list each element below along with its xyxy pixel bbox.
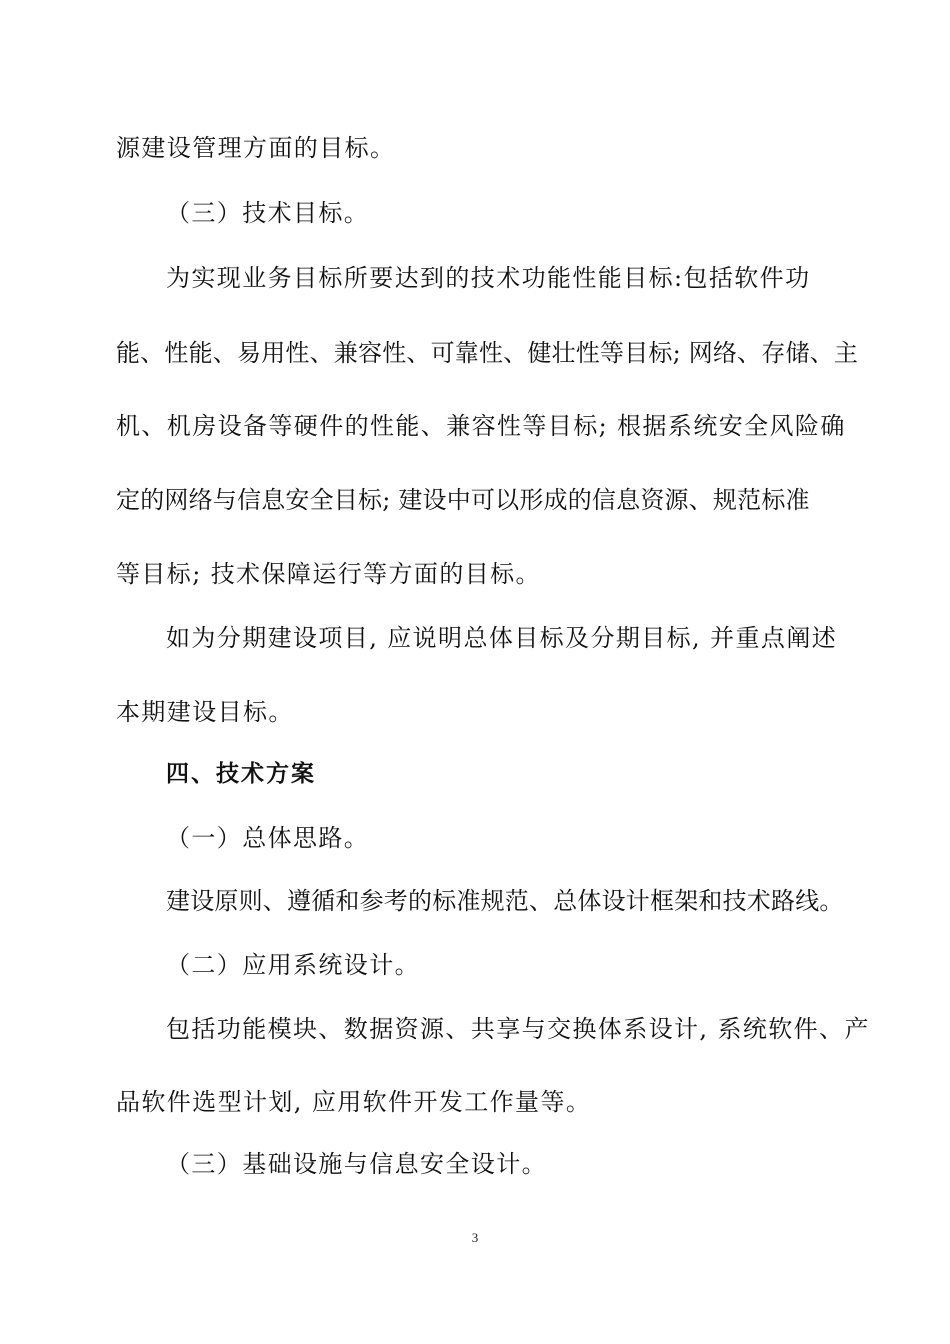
section-heading-tech-goals: （三）技术目标。: [166, 199, 370, 227]
paragraph-line: 建设原则、遵循和参考的标准规范、总体设计框架和技术路线。: [166, 887, 844, 915]
paragraph-line: 本期建设目标。: [116, 698, 294, 726]
paragraph-line: 包括功能模块、数据资源、共享与交换体系设计, 系统软件、产: [166, 1015, 870, 1043]
paragraph-line: 为实现业务目标所要达到的技术功能性能目标:包括软件功: [166, 264, 811, 292]
page-number: 3: [471, 1230, 479, 1245]
section-heading-infrastructure-security: （三）基础设施与信息安全设计。: [166, 1150, 547, 1178]
paragraph-line: 机、机房设备等硬件的性能、兼容性等目标; 根据系统安全风险确: [116, 412, 846, 440]
section-heading-app-system-design: （二）应用系统设计。: [166, 951, 420, 979]
paragraph-line: 品软件选型计划, 应用软件开发工作量等。: [116, 1088, 592, 1116]
paragraph-line: 等目标; 技术保障运行等方面的目标。: [116, 560, 541, 588]
paragraph-line: 定的网络与信息安全目标; 建设中可以形成的信息资源、规范标准: [116, 486, 810, 514]
section-heading-overall-approach: （一）总体思路。: [166, 824, 370, 852]
chapter-heading-tech-plan: 四、技术方案: [166, 761, 316, 787]
paragraph-line: 源建设管理方面的目标。: [116, 134, 396, 162]
paragraph-line: 能、性能、易用性、兼容性、可靠性、健壮性等目标; 网络、存储、主: [116, 339, 859, 367]
paragraph-line: 如为分期建设项目, 应说明总体目标及分期目标, 并重点阐述: [166, 624, 838, 652]
